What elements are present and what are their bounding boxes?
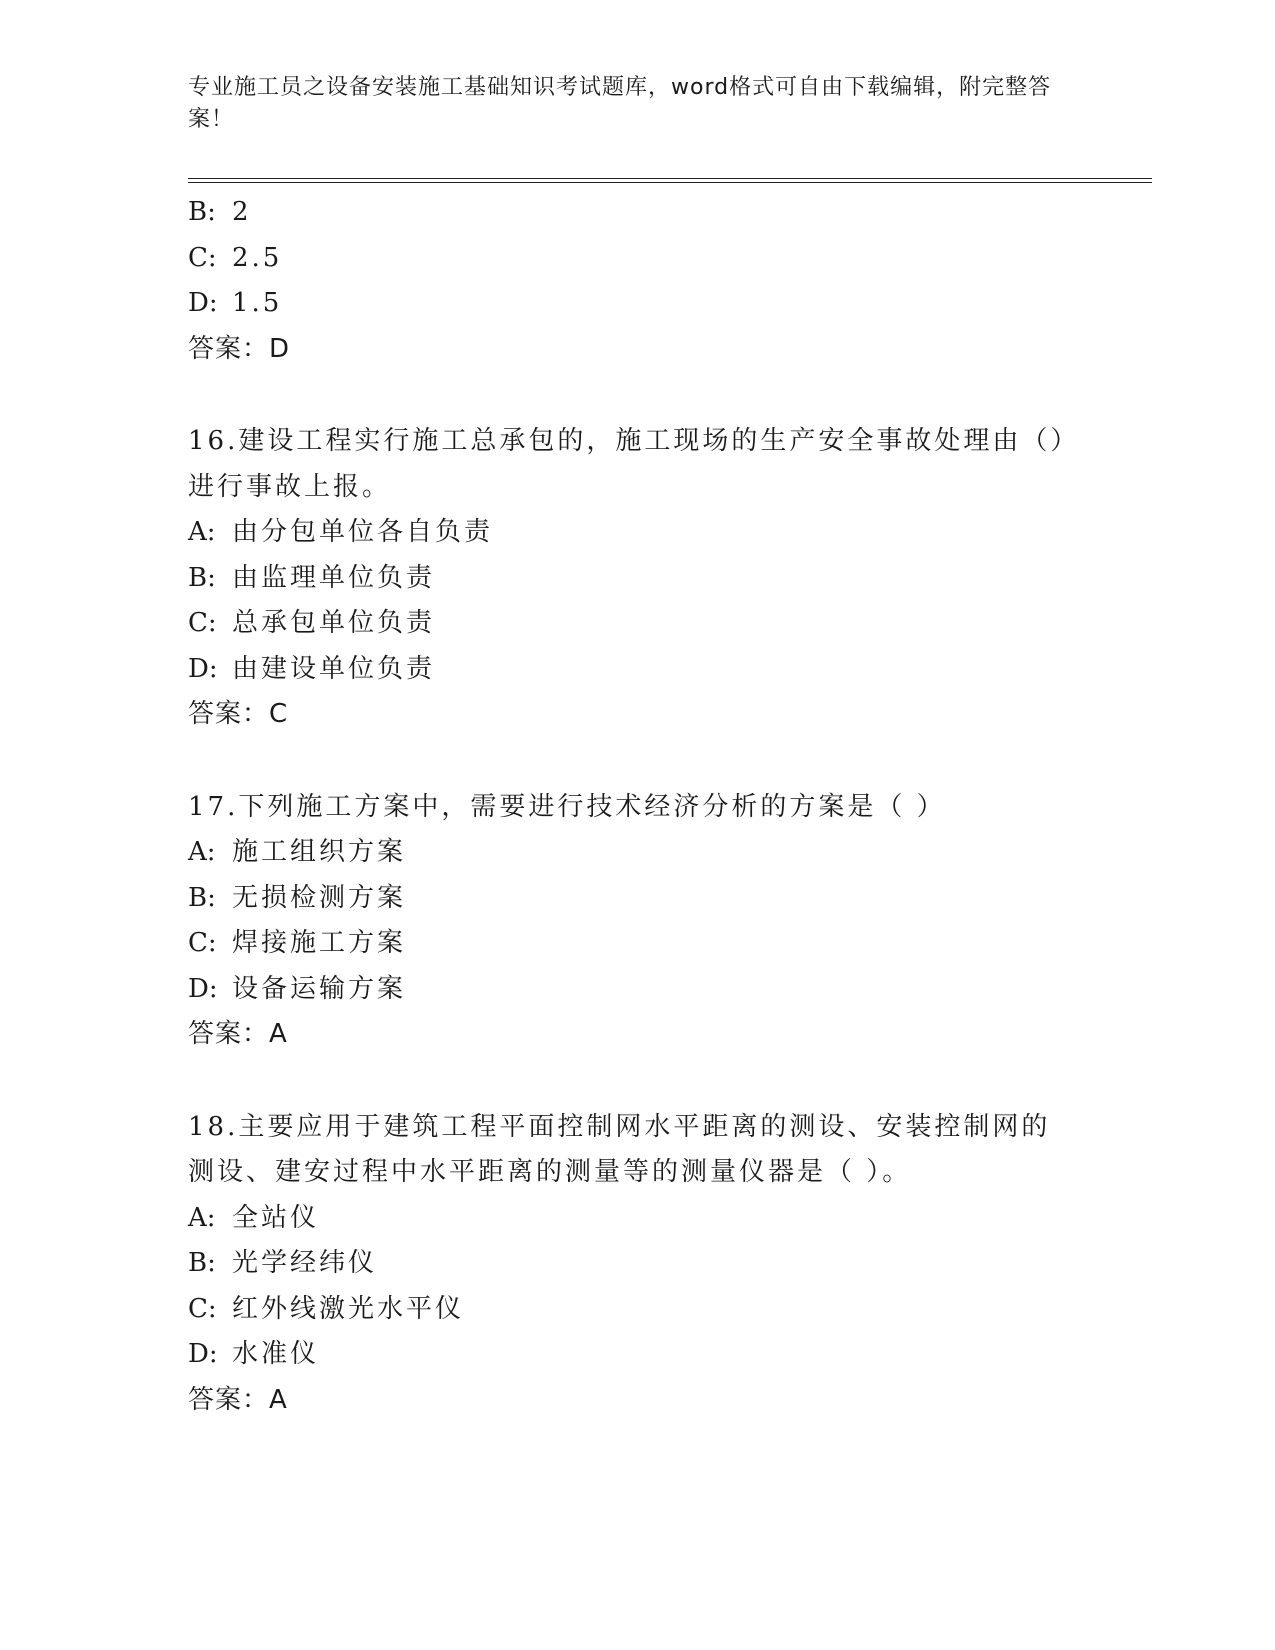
option-text: 2 — [232, 197, 252, 227]
option-a — [188, 1196, 1088, 1242]
header-rule-bottom — [188, 182, 1152, 183]
option-a — [188, 830, 1088, 876]
question-content — [188, 190, 1088, 1423]
question-spacer — [188, 372, 1088, 419]
option-text: 设备运输方案 — [232, 973, 407, 1004]
option-d — [188, 647, 1088, 693]
option-d — [188, 1332, 1088, 1378]
question-18 — [188, 1105, 1088, 1424]
option-text: 光学经纬仪 — [232, 1248, 378, 1278]
option-text: 1.5 — [232, 288, 283, 318]
option-b — [188, 876, 1088, 922]
option-label: D: — [188, 973, 218, 1004]
question-text: 16.建设工程实行施工总承包的，施工现场的生产安全事故处理由（）进行事故上报。 — [188, 426, 1067, 502]
question-17 — [188, 785, 1088, 1058]
option-text: 焊接施工方案 — [232, 928, 407, 958]
question-text: 18.主要应用于建筑工程平面控制网水平距离的测设、安装控制网的测设、建安过程中水平距离的测量等的测量仪器是（ ）。 — [188, 1111, 1051, 1187]
option-d — [188, 967, 1088, 1013]
option-label: B: — [188, 1248, 216, 1278]
option-label: D: — [188, 288, 218, 318]
option-text: 由监理单位负责 — [232, 562, 436, 593]
option-b — [188, 1241, 1088, 1287]
option-label: B: — [188, 882, 216, 913]
option-label: B: — [188, 197, 216, 227]
option-text: 无损检测方案 — [232, 882, 407, 913]
option-b — [188, 190, 1088, 236]
option-text: 由分包单位各自负责 — [232, 517, 494, 547]
option-label: A: — [188, 837, 216, 867]
option-b — [188, 556, 1088, 602]
option-text: 2.5 — [232, 242, 283, 273]
option-label: D: — [188, 653, 218, 684]
option-c — [188, 921, 1088, 967]
question-text: 17.下列施工方案中，需要进行技术经济分析的方案是（ ） — [188, 791, 946, 822]
option-text: 施工组织方案 — [232, 837, 407, 867]
question-spacer — [188, 1058, 1088, 1105]
option-c — [188, 236, 1088, 282]
option-c — [188, 1287, 1088, 1333]
option-text: 总承包单位负责 — [232, 608, 436, 638]
option-c — [188, 601, 1088, 647]
partial-question — [188, 190, 1088, 372]
option-a — [188, 510, 1088, 556]
answer-line: 答案：A — [188, 1019, 288, 1049]
answer-line: 答案：D — [188, 333, 291, 364]
option-label: A: — [188, 1202, 216, 1233]
header-rule-top — [188, 178, 1152, 179]
option-label: D: — [188, 1339, 218, 1369]
option-label: B: — [188, 562, 216, 593]
option-text: 全站仪 — [232, 1202, 320, 1233]
option-text: 红外线激光水平仪 — [232, 1293, 465, 1324]
answer-line: 答案：A — [188, 1384, 288, 1415]
option-text: 水准仪 — [232, 1339, 320, 1369]
question-16 — [188, 419, 1088, 738]
option-label: C: — [188, 1293, 217, 1324]
answer-line: 答案：C — [188, 699, 289, 729]
option-label: C: — [188, 242, 217, 273]
option-text: 由建设单位负责 — [232, 653, 436, 684]
option-d — [188, 281, 1088, 327]
option-label: A: — [188, 517, 216, 547]
document-header: 专业施工员之设备安装施工基础知识考试题库，word格式可自由下载编辑，附完整答案！ — [188, 75, 1052, 132]
option-label: C: — [188, 608, 217, 638]
option-label: C: — [188, 928, 217, 958]
question-spacer — [188, 738, 1088, 785]
